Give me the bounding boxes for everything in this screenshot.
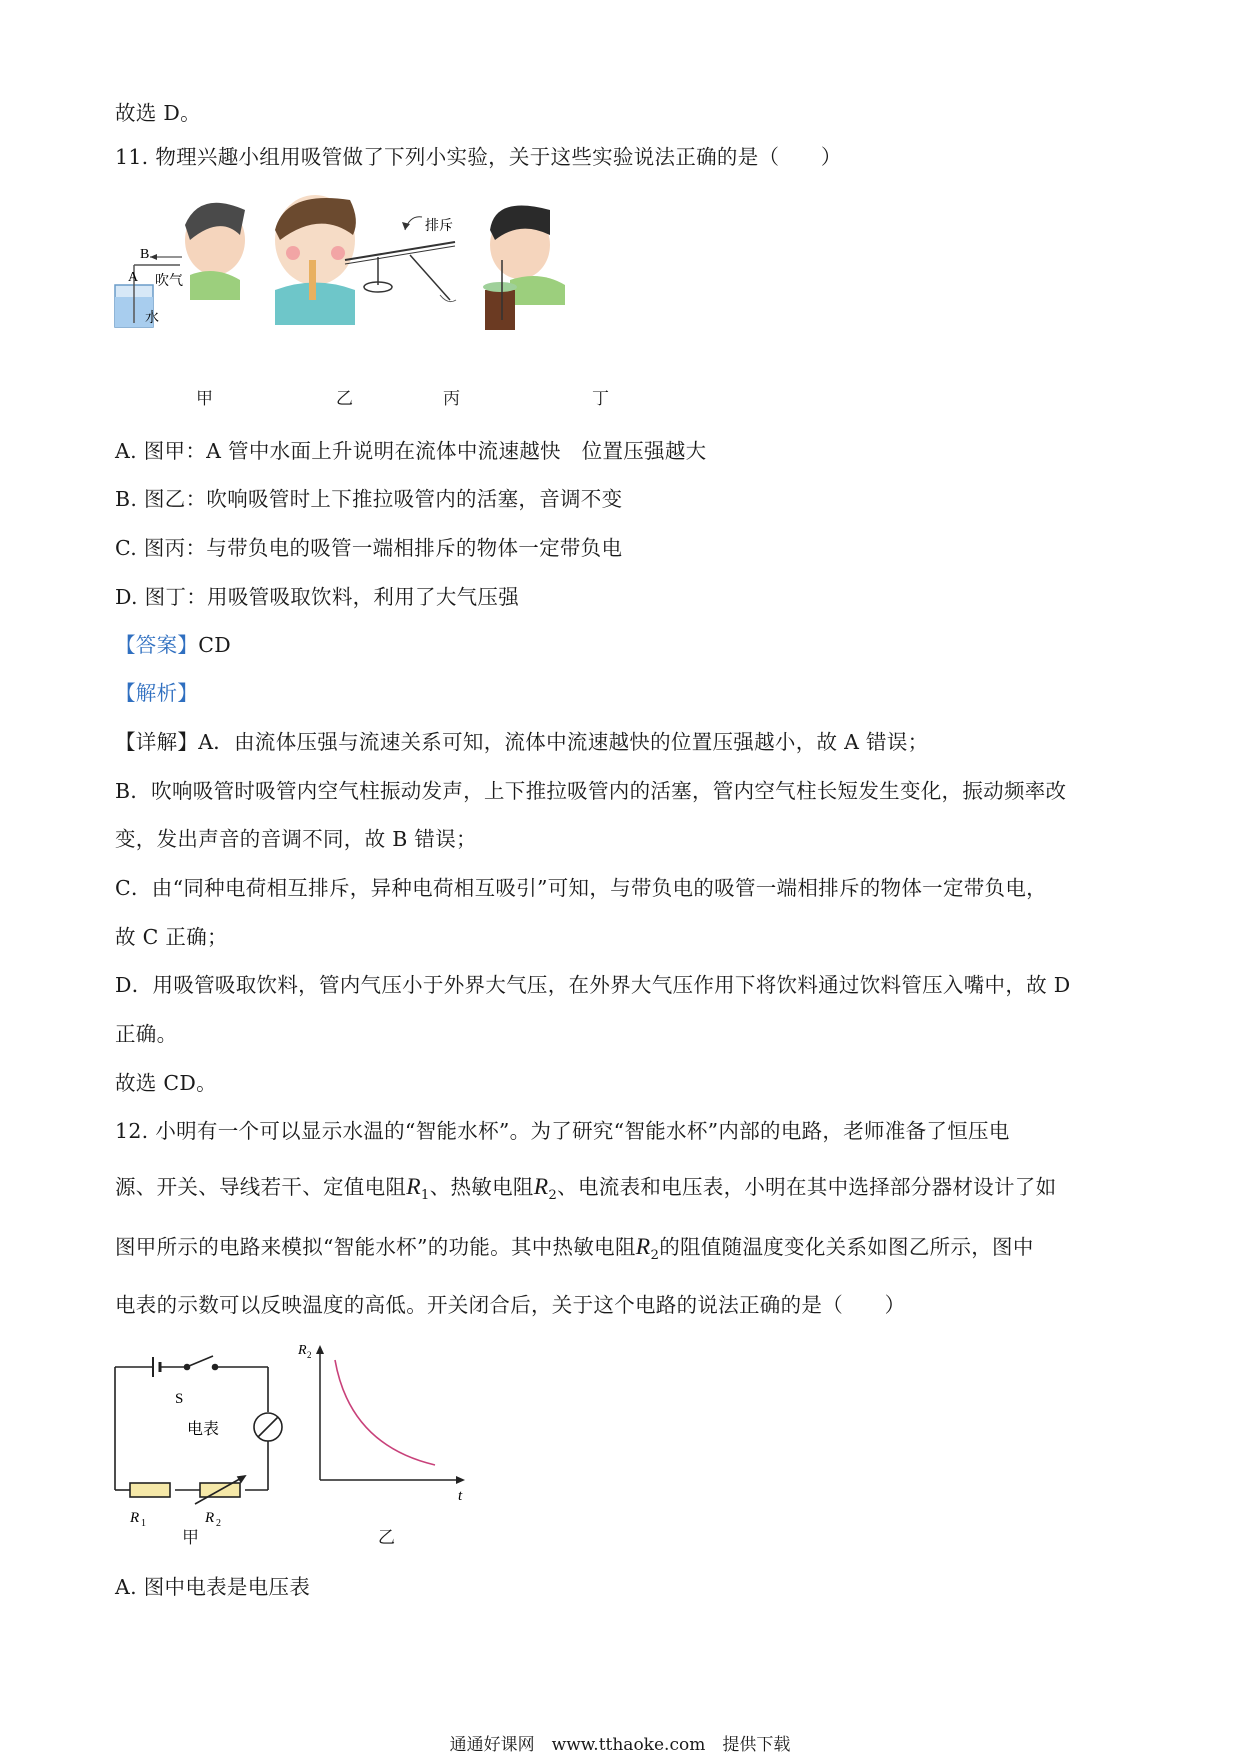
- axis-x-label: t: [458, 1488, 463, 1504]
- detail-line-5: 故 C 正确；: [115, 925, 228, 949]
- label-r1: R: [130, 1510, 140, 1526]
- detail-line-1: 【详解】A．由流体压强与流速关系可知，流体中流速越快的位置压强越小，故 A 错误；: [115, 730, 929, 754]
- label-a: A: [128, 270, 139, 285]
- figure-11-straw-experiments: [110, 185, 670, 375]
- symbol-r2-sub: 2: [548, 1188, 558, 1204]
- q12-text-c: 、电流表和电压表，小明在其中选择部分器材设计了如: [557, 1175, 1057, 1199]
- q12-text-d: 图甲所示的电路来模拟“智能水杯”的功能。其中热敏电阻: [115, 1235, 636, 1259]
- answer-line: [115, 628, 231, 658]
- question-12-line-2: [115, 1170, 1056, 1203]
- caption-12-jia: 甲: [182, 1528, 199, 1548]
- detail-line-6: D．用吸管吸取饮料，管内气压小于外界大气压，在外界大气压作用下将饮料通过饮料管压入嘴中，故 D: [115, 973, 1071, 997]
- axis-y-sub: 2: [307, 1350, 312, 1360]
- label-repel: 排斥: [425, 218, 453, 234]
- caption-bing: 丙: [443, 389, 460, 409]
- option-a: A. 图甲：A 管中水面上升说明在流体中流速越快 位置压强越大: [115, 439, 707, 463]
- r2-curve: [335, 1360, 435, 1465]
- answer-tag: 【答案】: [115, 633, 199, 657]
- q12-text-b: 、热敏电阻: [429, 1175, 534, 1199]
- figure-jia-blowing: [115, 203, 245, 327]
- symbol-r1: R: [406, 1174, 421, 1200]
- question-12-line-4: 电表的示数可以反映温度的高低。开关闭合后，关于这个电路的说法正确的是（ ）: [115, 1293, 906, 1317]
- caption-jia: 甲: [196, 389, 213, 409]
- symbol-r2b-sub: 2: [650, 1248, 660, 1264]
- q12-text-e: 的阻值随温度变化关系如图乙所示，图中: [659, 1235, 1034, 1259]
- figure-12-circuit-and-graph: [105, 1340, 485, 1540]
- detail-line-4: C．由“同种电荷相互排斥，异种电荷相互吸引”可知，与带负电的吸管一端相排斥的物体一定带负电，: [115, 876, 1047, 900]
- figure-yi-straw-flute: [275, 195, 356, 325]
- detail-line-3: 变，发出声音的音调不同，故 B 错误；: [115, 827, 477, 851]
- option-c: C. 图丙：与带负电的吸管一端相排斥的物体一定带负电: [115, 536, 623, 560]
- label-r1-sub: 1: [141, 1518, 146, 1529]
- caption-ding: 丁: [592, 389, 609, 409]
- symbol-r2: R: [533, 1174, 549, 1200]
- option-d: D. 图丁：用吸管吸取饮料，利用了大气压强: [115, 585, 520, 609]
- label-blow: 吹气: [155, 273, 183, 289]
- label-r2-sub: 2: [216, 1518, 221, 1529]
- axis-y-label: R: [298, 1343, 307, 1358]
- r2-temperature-graph: [316, 1345, 465, 1484]
- caption-12-yi: 乙: [378, 1528, 395, 1548]
- line-conclusion-prev: 故选 D。: [115, 101, 201, 125]
- label-meter: 电表: [187, 1419, 220, 1438]
- question-12-option-a: A. 图中电表是电压表: [115, 1575, 311, 1599]
- page-footer: 通通好课网 www.tthaoke.com 提供下载: [449, 1735, 791, 1755]
- detail-line-7: 正确。: [115, 1022, 178, 1046]
- figure-ding-drinking: [483, 206, 565, 331]
- analysis-tag: 【解析】: [115, 681, 199, 705]
- label-switch-s: S: [175, 1391, 184, 1407]
- question-12-line-3: [115, 1230, 1034, 1263]
- symbol-r2b: R: [635, 1234, 651, 1260]
- caption-yi: 乙: [336, 389, 353, 409]
- question-12-line-1: 12. 小明有一个可以显示水温的“智能水杯”。为了研究“智能水杯”内部的电路，老师准备了恒压电: [115, 1119, 1010, 1143]
- label-r2: R: [205, 1510, 215, 1526]
- symbol-r1-sub: 1: [420, 1188, 430, 1204]
- question-11-stem: 11. 物理兴趣小组用吸管做了下列小实验，关于这些实验说法正确的是（ ）: [115, 145, 842, 169]
- option-b: B. 图乙：吹响吸管时上下推拉吸管内的活塞，音调不变: [115, 487, 623, 511]
- answer-value: CD: [198, 633, 231, 657]
- detail-line-2: B．吹响吸管时吸管内空气柱振动发声，上下推拉吸管内的活塞，管内空气柱长短发生变化，振动频率改: [115, 779, 1067, 803]
- label-b: B: [140, 247, 150, 262]
- detail-line-8: 故选 CD。: [115, 1071, 217, 1095]
- label-water: 水: [145, 310, 159, 326]
- q12-text-a: 源、开关、导线若干、定值电阻: [115, 1175, 407, 1199]
